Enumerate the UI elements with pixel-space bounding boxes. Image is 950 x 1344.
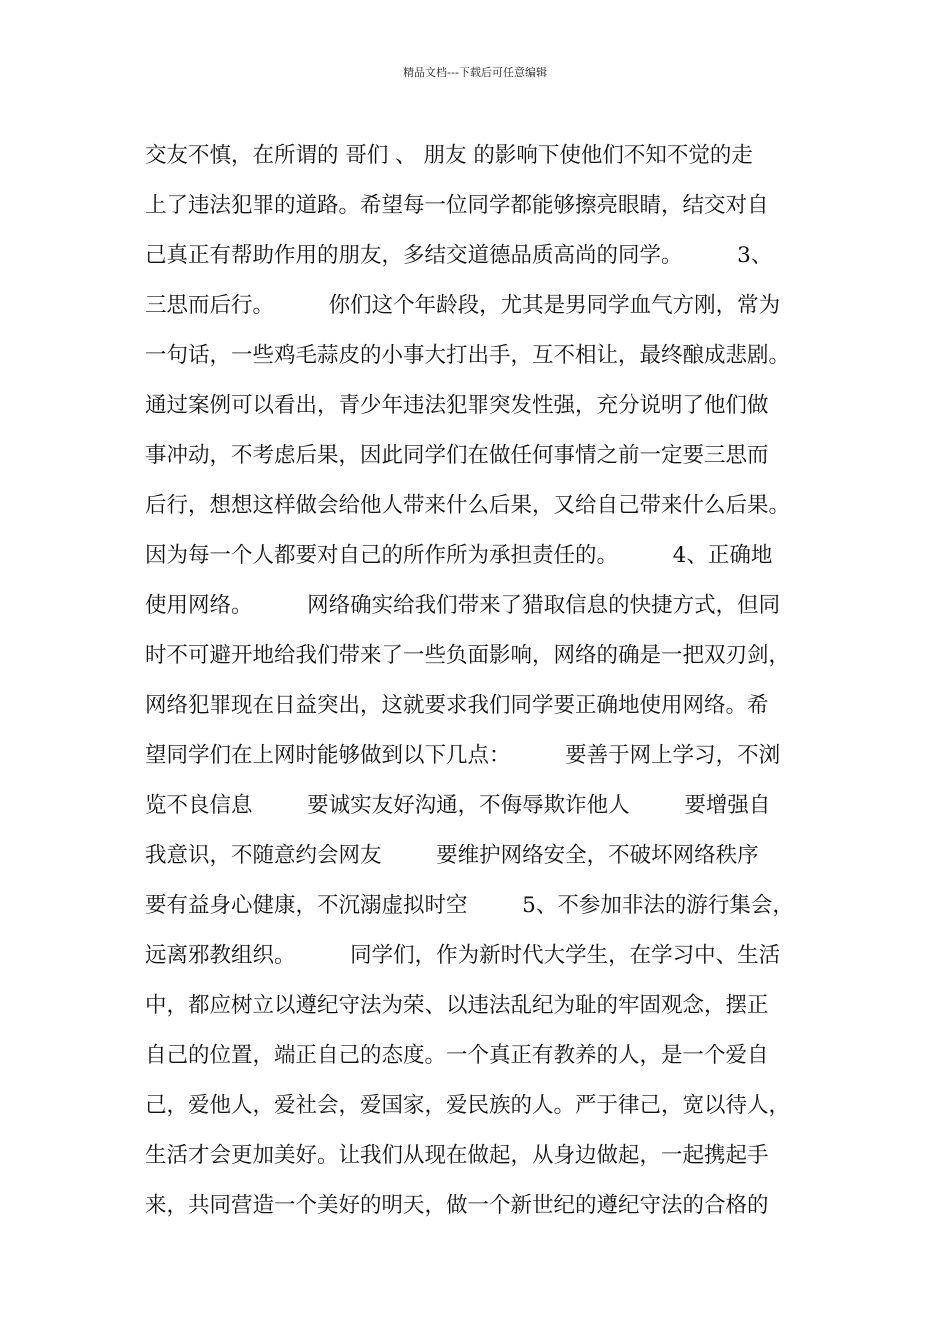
text-line: 中，都应树立以遵纪守法为荣、以违法乱纪为耻的牢固观念，摆正 xyxy=(145,993,769,1018)
text-line: 时不可避开地给我们带来了一些负面影响，网络的确是一把双刃剑， xyxy=(145,643,791,668)
text-line: 己真正有帮助作用的朋友，多结交道德品质高尚的同学。 3、 xyxy=(145,243,773,268)
text-line: 览不良信息 要诚实友好沟通，不侮辱欺诈他人 要增强自 xyxy=(145,793,771,818)
text-line: 通过案例可以看出，青少年违法犯罪突发性强，充分说明了他们做 xyxy=(145,393,769,418)
text-line: 事冲动，不考虑后果，因此同学们在做任何事情之前一定要三思而 xyxy=(145,443,769,468)
text-line: 己，爱他人，爱社会，爱国家，爱民族的人。严于律己，宽以待人， xyxy=(145,1093,791,1118)
text-line: 交友不慎，在所谓的 哥们 、 朋友 的影响下使他们不知不觉的走 xyxy=(145,143,753,168)
body-paragraph xyxy=(145,131,835,1231)
text-line: 来，共同营造一个美好的明天，做一个新世纪的遵纪守法的合格的 xyxy=(145,1193,769,1218)
text-line: 望同学们在上网时能够做到以下几点： 要善于网上学习，不浏 xyxy=(145,743,781,768)
text-line: 要有益身心健康，不沉溺虚拟时空 5、不参加非法的游行集会， xyxy=(145,893,794,918)
text-line: 一句话，一些鸡毛蒜皮的小事大打出手，互不相让，最终酿成悲剧。 xyxy=(145,343,791,368)
text-line: 远离邪教组织。 同学们，作为新时代大学生，在学习中、生活 xyxy=(145,943,781,968)
text-line: 我意识，不随意约会网友 要维护网络安全，不破坏网络秩序 xyxy=(145,843,759,868)
text-line: 后行，想想这样做会给他人带来什么后果，又给自己带来什么后果。 xyxy=(145,493,791,518)
text-line: 自己的位置，端正自己的态度。一个真正有教养的人，是一个爱自 xyxy=(145,1043,769,1068)
text-line: 使用网络。 网络确实给我们带来了猎取信息的快捷方式，但同 xyxy=(145,593,781,618)
text-line: 上了违法犯罪的道路。希望每一位同学都能够擦亮眼睛，结交对自 xyxy=(145,193,769,218)
text-line: 生活才会更加美好。让我们从现在做起，从身边做起，一起携起手 xyxy=(145,1143,769,1168)
text-line: 三思而后行。 你们这个年龄段，尤其是男同学血气方刚，常为 xyxy=(145,293,781,318)
text-line: 因为每一个人都要对自己的所作所为承担责任的。 4、正确地 xyxy=(145,543,773,568)
text-line: 网络犯罪现在日益突出，这就要求我们同学要正确地使用网络。希 xyxy=(145,693,769,718)
page-header: 精品文档---下载后可任意编辑 xyxy=(403,66,547,79)
